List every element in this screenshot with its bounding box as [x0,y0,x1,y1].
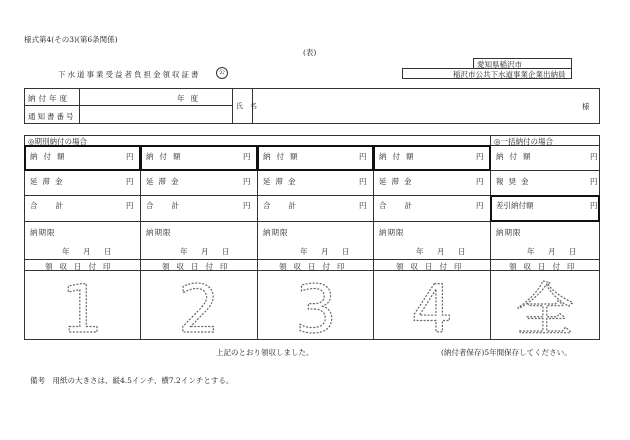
col5-hoshokin-label: 報奨金 [496,177,534,186]
received-text: 上記のとおり領収しました。 [216,348,314,357]
col1-noki-label: 納期限 [30,228,56,237]
nendo-label: 納付年度 [28,94,70,103]
col4-entai-label: 延滞金 [379,177,417,186]
side-label: (表) [303,48,317,57]
col4-stamp-label: 領収日付印 [396,262,469,271]
col4-gokei-yen: 円 [476,201,484,210]
remark: 備考 用紙の大きさは、縦4.5インチ、横7.2インチとする。 [30,376,234,385]
col4-noki-date: 年 月 日 [416,247,469,256]
info-box [24,88,600,124]
keep-note: (納付者保存)5年間保存してください。 [441,348,572,357]
nendo-suffix: 年度 [177,94,204,103]
svg-text:1: 1 [61,271,103,340]
col2-entai-yen: 円 [243,177,251,186]
col1-nofu-label: 納付額 [30,152,71,161]
col5-stamp-label: 領収日付印 [509,262,582,271]
lump-title: ◎一括納付の場合 [494,137,554,146]
tsuchi-label: 通知書番号 [28,112,76,121]
col2-entai-label: 延滞金 [146,177,184,186]
col3-noki-label: 納期限 [263,228,289,237]
col4-gokei-label: 合計 [379,201,430,210]
col3-entai-yen: 円 [359,177,367,186]
org-line-2: 稲沢市公共下水道事業企業出納員 [453,70,566,79]
stamp-number-2 [141,270,257,340]
col2-gokei-yen: 円 [243,201,251,210]
svg-text:4: 4 [411,271,453,340]
col5-nofu-label: 納付額 [496,152,537,161]
col1-gokei-yen: 円 [126,201,134,210]
col5-sashihiki-label: 差引納付額 [496,201,534,210]
col4-noki-label: 納期限 [379,228,405,237]
document-title: 下水道事業受益者負担金領収証書 [58,70,201,79]
col1-noki-date: 年 月 日 [62,247,115,256]
shimei-label: 氏 名 [236,102,257,110]
col2-nofu-label: 納付額 [146,152,187,161]
col3-nofu-label: 納付額 [263,152,304,161]
col5-noki-label: 納期限 [496,228,522,237]
stamp-number-4 [374,270,490,340]
col3-nofu-yen: 円 [359,152,367,161]
col1-nofu-yen: 円 [126,152,134,161]
col1-gokei-label: 合計 [30,201,81,210]
col4-nofu-label: 納付額 [379,152,420,161]
col5-sashihiki-yen: 円 [590,201,598,210]
col1-entai-label: 延滞金 [30,177,68,186]
col3-noki-date: 年 月 日 [300,247,353,256]
col3-stamp-label: 領収日付印 [279,262,352,271]
col2-gokei-label: 合計 [146,201,197,210]
stamp-number-1 [24,270,140,340]
col5-noki-date: 年 月 日 [527,247,580,256]
col3-gokei-label: 合計 [263,201,314,210]
col4-entai-yen: 円 [476,177,484,186]
sama-label: 様 [582,102,590,111]
form-number: 様式第4(その3)(第6条関係) [24,35,118,44]
col3-gokei-yen: 円 [359,201,367,210]
svg-text:3: 3 [295,271,337,340]
col1-entai-yen: 円 [126,177,134,186]
stamp-number-3 [258,270,373,340]
org-line-1: 愛知県稲沢市 [477,60,522,69]
stamp-number-all [491,270,600,340]
col3-entai-label: 延滞金 [263,177,301,186]
seal-icon [216,67,228,79]
seal-glyph: 公 [218,69,225,76]
col2-stamp-label: 領収日付印 [162,262,235,271]
col4-nofu-yen: 円 [476,152,484,161]
svg-text:2: 2 [178,271,220,340]
col2-noki-label: 納期限 [146,228,172,237]
col1-stamp-label: 領収日付印 [45,262,118,271]
col5-nofu-yen: 円 [590,152,598,161]
col5-hoshokin-yen: 円 [590,177,598,186]
installment-title: ◎期別納付の場合 [28,137,88,146]
col2-nofu-yen: 円 [243,152,251,161]
col2-noki-date: 年 月 日 [180,247,233,256]
svg-text:全: 全 [515,276,575,340]
